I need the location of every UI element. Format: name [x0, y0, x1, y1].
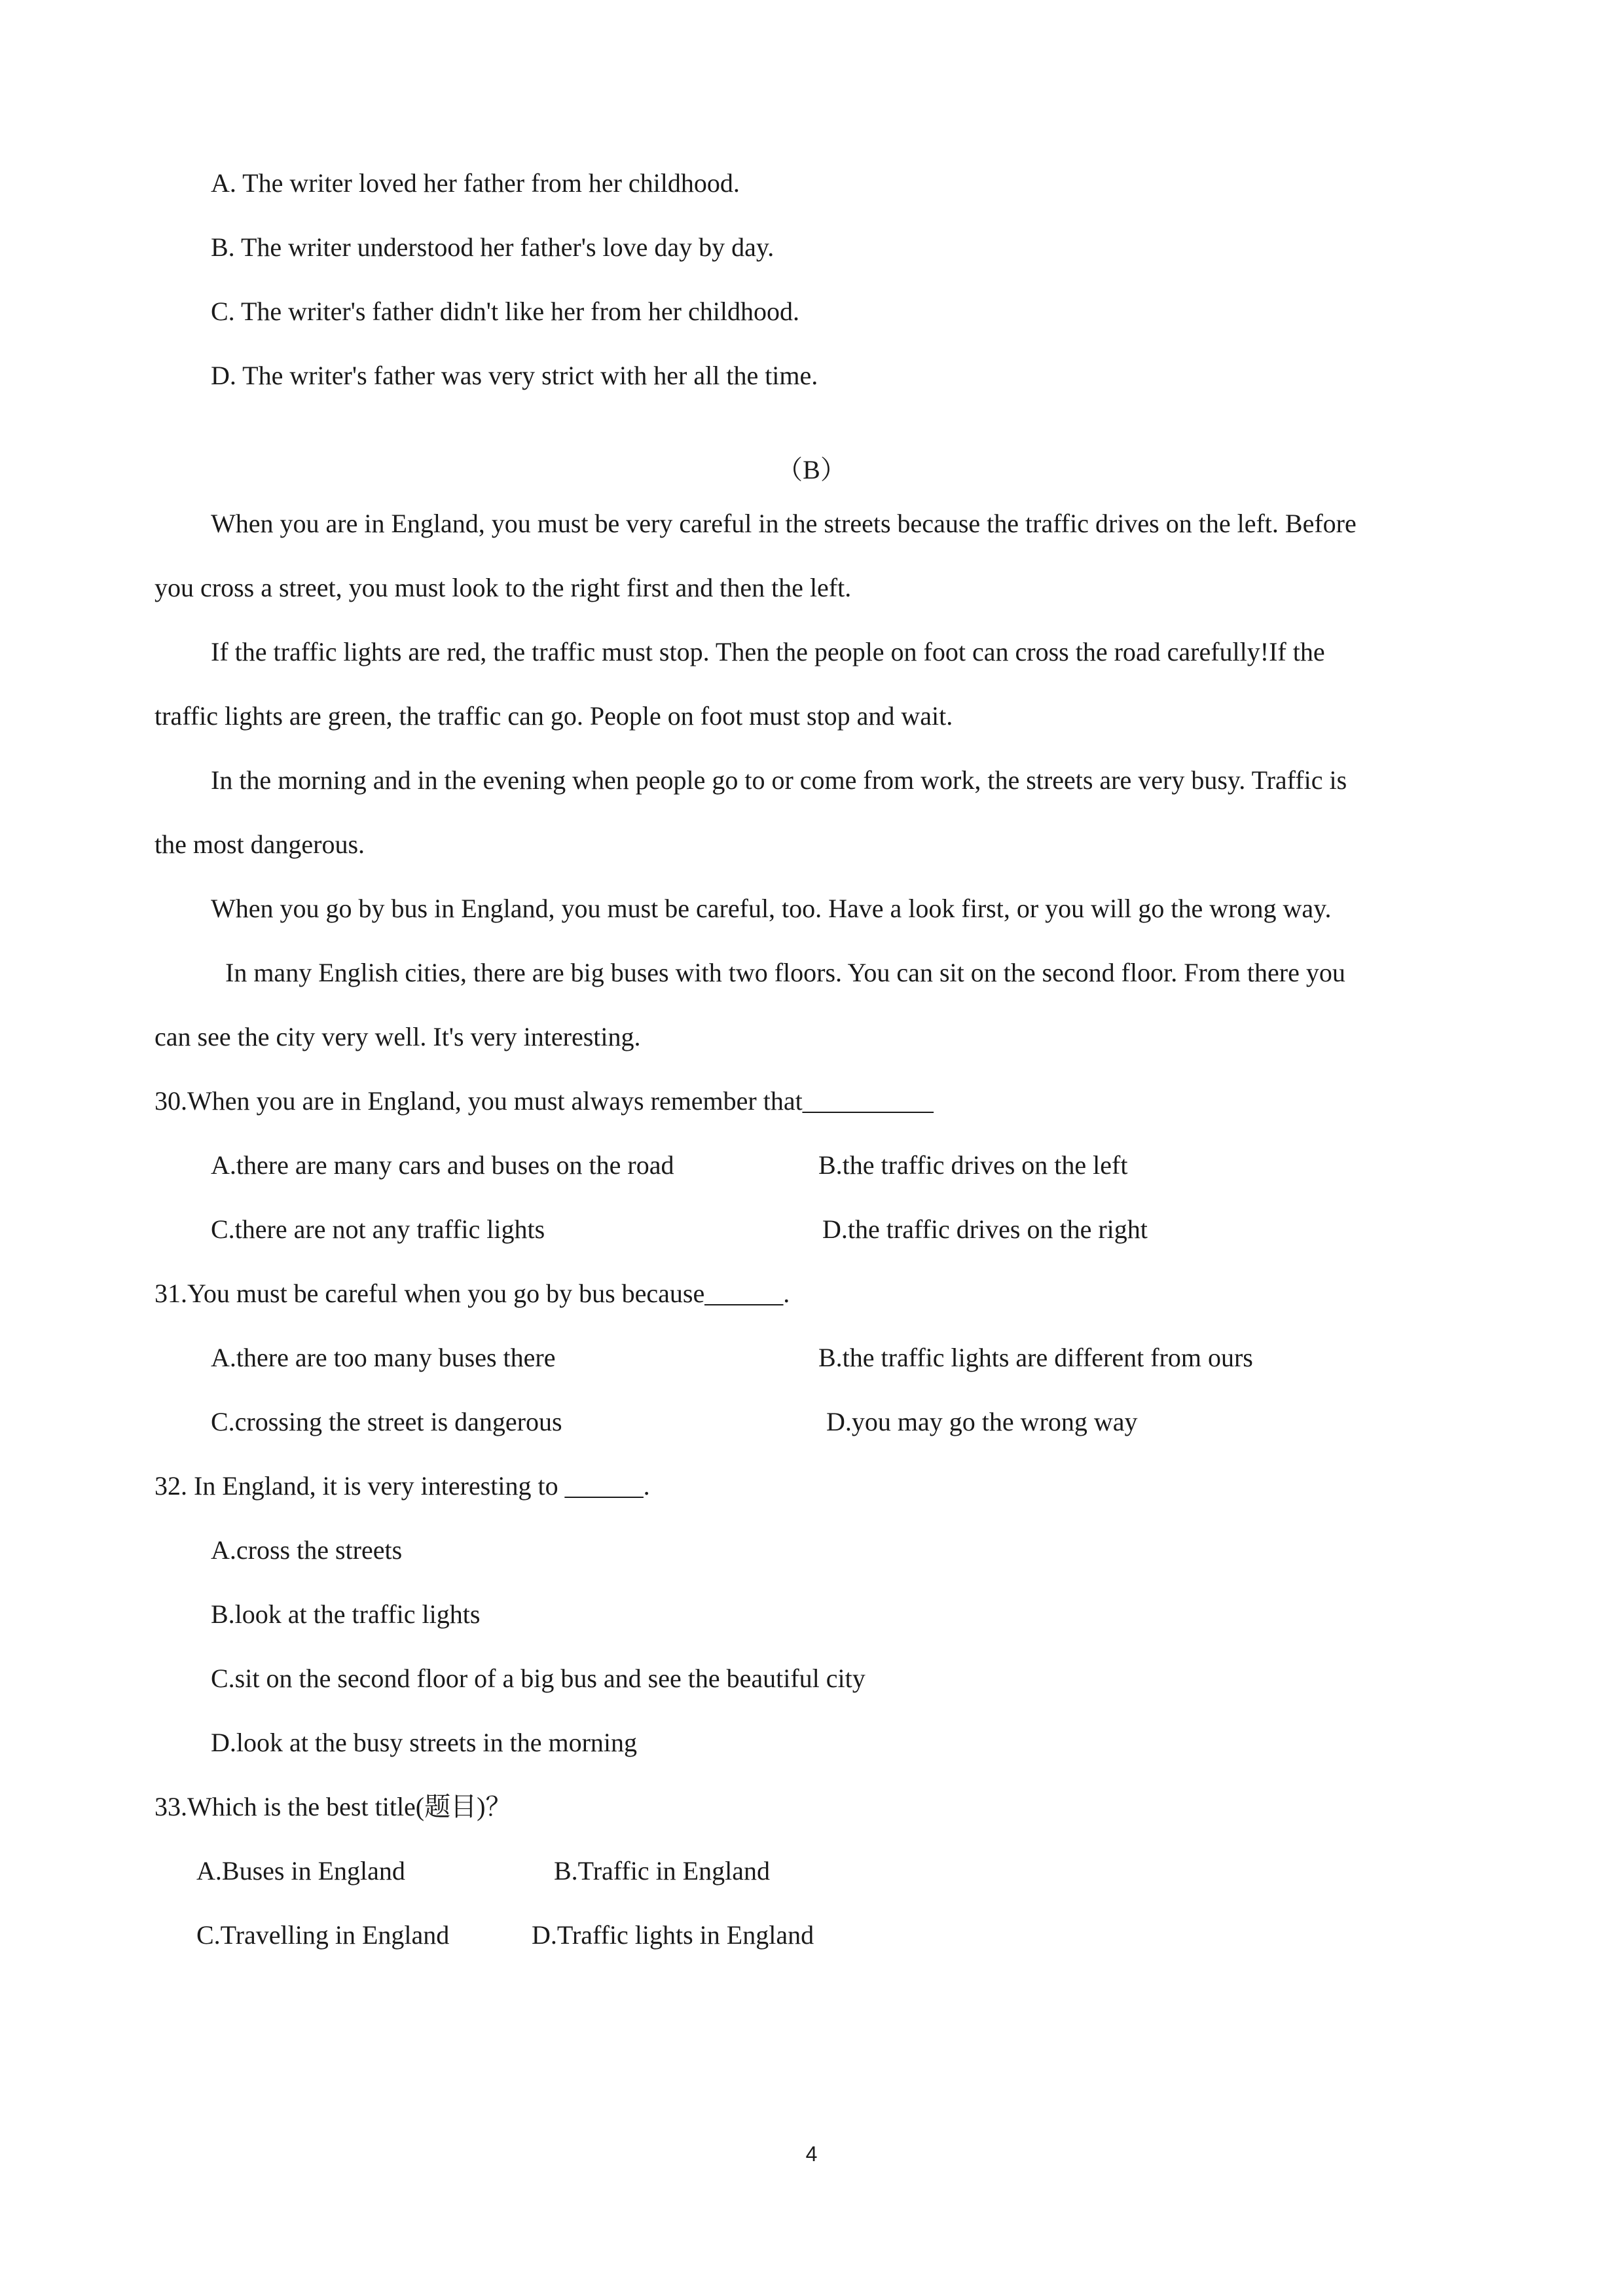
question-32-option-d: D.look at the busy streets in the morning [211, 1728, 638, 1757]
question-33-option-b: B.Traffic in England [554, 1856, 770, 1886]
passage-line: the most dangerous. [155, 829, 365, 859]
passage-line: When you go by bus in England, you must be careful, too. Have a look first, or you will go the wrong way. [211, 894, 1332, 923]
question-32-stem: 32. In England, it is very interesting to ______. [155, 1471, 650, 1501]
question-30-stem: 30.When you are in England, you must always remember that__________ [155, 1086, 934, 1116]
question-33-option-d: D.Traffic lights in England [532, 1920, 814, 1950]
question-31-option-d: D.you may go the wrong way [826, 1407, 1138, 1436]
passage-line: you cross a street, you must look to the right first and then the left. [155, 573, 852, 602]
passage-line: When you are in England, you must be very careful in the streets because the traffic drives on the left. Before [211, 509, 1357, 538]
section-heading: （B） [776, 455, 847, 484]
question-30-option-b: B.the traffic drives on the left [818, 1150, 1128, 1180]
question-31-option-b: B.the traffic lights are different from ours [818, 1343, 1253, 1372]
question-30-option-a: A.there are many cars and buses on the road [211, 1150, 674, 1180]
question-31-stem: 31.You must be careful when you go by bus because______. [155, 1279, 790, 1308]
passage-line: can see the city very well. It's very interesting. [155, 1022, 641, 1051]
question-33-option-a: A.Buses in England [196, 1856, 405, 1886]
question-33-option-c: C.Travelling in England [196, 1920, 450, 1950]
question-31-option-a: A.there are too many buses there [211, 1343, 556, 1372]
question-30-option-d: D.the traffic drives on the right [822, 1214, 1148, 1244]
question-32-option-b: B.look at the traffic lights [211, 1599, 481, 1629]
question-33-stem: 33.Which is the best title(题目)？ [155, 1792, 512, 1821]
question-32-option-a: A.cross the streets [211, 1535, 403, 1565]
prev-option-b: B. The writer understood her father's love day by day. [211, 232, 775, 262]
prev-option-a: A. The writer loved her father from her childhood. [211, 168, 740, 198]
prev-option-d: D. The writer's father was very strict with her all the time. [211, 361, 818, 390]
question-30-option-c: C.there are not any traffic lights [211, 1214, 545, 1244]
passage-line: traffic lights are green, the traffic can go. People on foot must stop and wait. [155, 701, 953, 731]
question-32-option-c: C.sit on the second floor of a big bus and see the beautiful city [211, 1664, 866, 1693]
page-number: 4 [805, 2142, 818, 2166]
passage-line: If the traffic lights are red, the traffic must stop. Then the people on foot can cross the road carefully!If the [211, 637, 1325, 666]
passage-line: In the morning and in the evening when people go to or come from work, the streets are very busy. Traffic is [211, 765, 1347, 795]
passage-line: In many English cities, there are big buses with two floors. You can sit on the second floor. From there you [225, 958, 1345, 987]
question-31-option-c: C.crossing the street is dangerous [211, 1407, 562, 1436]
prev-option-c: C. The writer's father didn't like her from her childhood. [211, 297, 799, 326]
